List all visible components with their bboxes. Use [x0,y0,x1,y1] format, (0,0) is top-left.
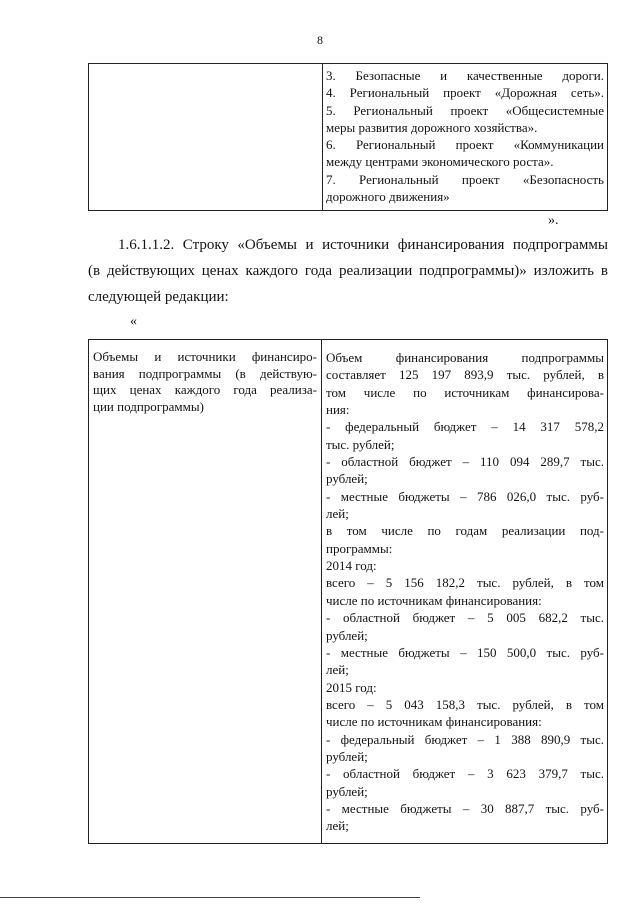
label-line: щих ценах каждого года реализа- [93,382,317,397]
value-line: программы: [326,540,393,556]
top-table-line: 7. Региональный проект «Безопасность [326,171,604,187]
paragraph-line: 1.6.1.1.2. Строку «Объемы и источники финансирования подпрограммы [118,237,608,253]
paragraph-line: (в действующих ценах каждого года реализации подпрограммы)» изложить в [88,263,608,279]
value-line: 2014 год: [326,558,377,574]
value-line: числе по источникам финансирования: [326,714,542,730]
top-table-line: 4. Региональный проект «Дорожная сеть». [326,85,604,101]
value-line: рублей; [326,627,368,643]
value-line: - областной бюджет – 3 623 379,7 тыс. [326,766,604,782]
footer-rule [0,897,420,898]
value-line: 2015 год: [326,679,377,695]
value-line: тыс. рублей; [326,436,395,452]
top-table-line: дорожного движения» [326,189,450,205]
value-line: том числе по источникам финансирова- [326,384,604,400]
top-table-left-cell [89,64,323,210]
top-table-line: 3. Безопасные и качественные дороги. [326,68,604,83]
financing-table-label-cell [89,340,322,843]
paragraph-line: следующей редакции: [88,289,229,305]
value-line: - местные бюджеты – 786 026,0 тыс. руб- [326,488,604,504]
top-table-right-cell [323,64,607,210]
value-line: всего – 5 156 182,2 тыс. рублей, в том [326,575,604,591]
value-line: - областной бюджет – 5 005 682,2 тыс. [326,610,604,626]
value-line: всего – 5 043 158,3 тыс. рублей, в том [326,696,604,712]
value-line: рублей; [326,748,368,764]
value-line: - областной бюджет – 110 094 289,7 тыс. [326,454,604,470]
value-line: рублей; [326,783,368,799]
value-line: Объем финансирования подпрограммы [326,350,604,365]
value-line: - местные бюджеты – 150 500,0 тыс. руб- [326,644,604,660]
value-line: числе по источникам финансирования: [326,592,542,608]
top-table-line: 6. Региональный проект «Коммуникации [326,137,604,153]
value-line: лей; [326,506,349,522]
top-table-line: меры развития дорожного хозяйства». [326,119,538,135]
value-line: - местные бюджеты – 30 887,7 тыс. руб- [326,800,604,816]
value-line: лей; [326,662,349,678]
label-line: ции подпрограммы) [93,398,204,414]
financing-table [88,339,608,844]
financing-table-value-cell [322,340,607,843]
value-line: лей; [326,818,349,834]
amendment-paragraph [88,232,608,310]
page-number: 8 [317,33,323,47]
value-line: в том числе по годам реализации под- [326,523,604,539]
value-line: ния: [326,402,350,418]
top-table-line: между центрами экономического роста». [326,154,554,170]
value-line: рублей; [326,471,368,487]
value-line: составляет 125 197 893,9 тыс. рублей, в [326,367,604,383]
top-table-line: 5. Региональный проект «Общесистемные [326,102,604,118]
label-line: Объемы и источники финансиро- [93,349,317,364]
closing-quote: ». [548,213,559,228]
value-line: - федеральный бюджет – 14 317 578,2 [326,419,604,435]
label-line: вания подпрограммы (в действую- [93,365,317,381]
opening-quote: « [130,314,137,329]
value-line: - федеральный бюджет – 1 388 890,9 тыс. [326,731,604,747]
top-table [88,63,608,211]
